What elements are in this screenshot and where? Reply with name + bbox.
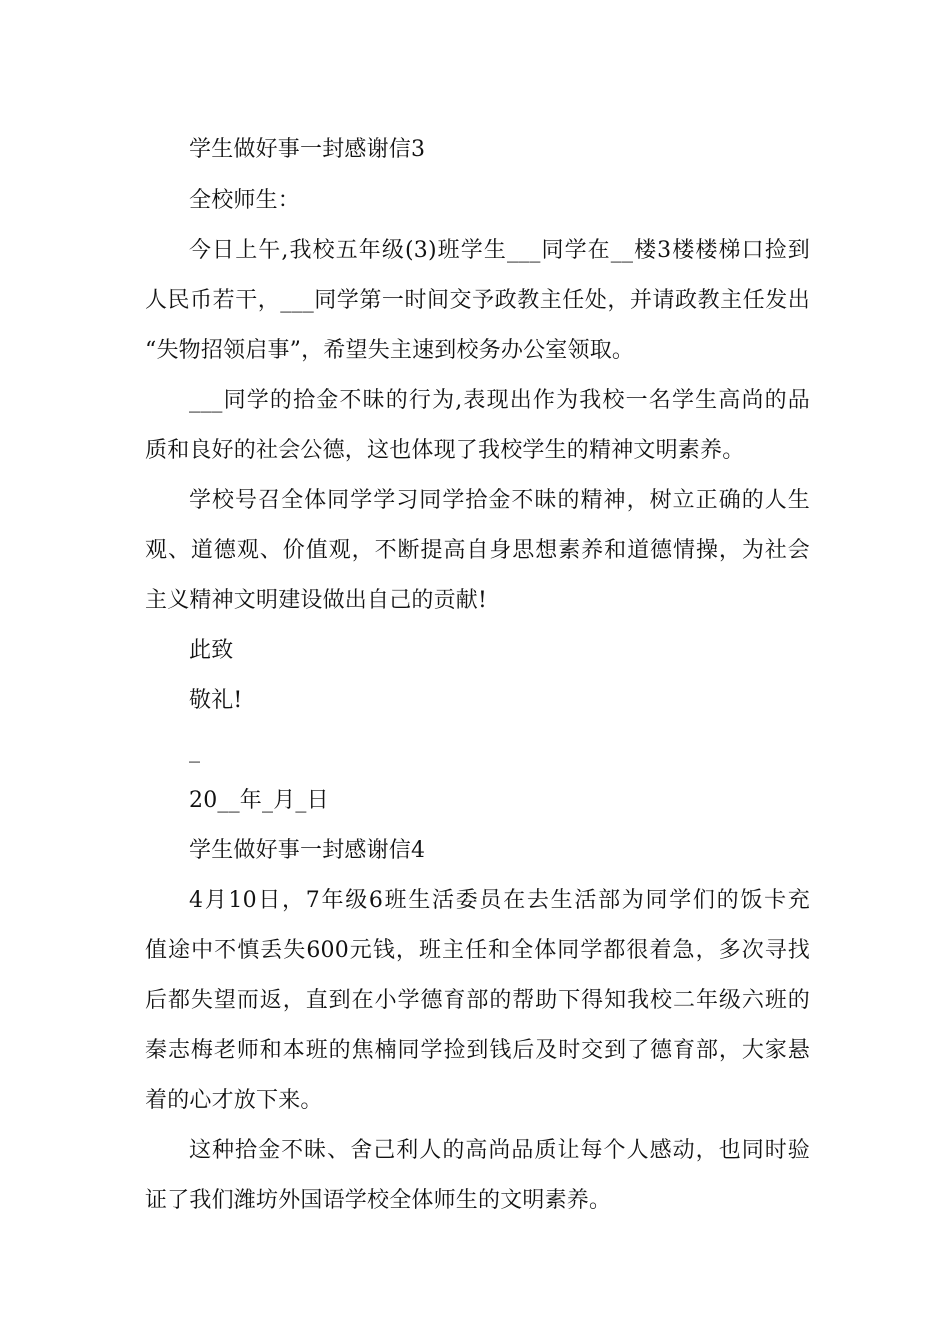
letter3-closing-cizhi: 此致 xyxy=(189,638,234,663)
letter3-signature: _ xyxy=(189,738,201,763)
letter3-salutation: 全校师生： xyxy=(189,188,301,213)
letter3-p2-line2: 质和良好的社会公德，这也体现了我校学生的精神文明素养。 xyxy=(145,438,745,463)
letter3-p3-line2: 观、道德观、价值观，不断提高自身思想素养和道德情操，为社会 xyxy=(145,538,810,563)
letter4-p1-line1: 4月10日，7年级6班生活委员在去生活部为同学们的饭卡充 xyxy=(189,888,810,913)
letter4-title: 学生做好事一封感谢信4 xyxy=(189,838,426,863)
letter4-p1-line3: 后都失望而返，直到在小学德育部的帮助下得知我校二年级六班的 xyxy=(145,988,810,1013)
letter3-p1-line3: “失物招领启事”，希望失主速到校务办公室领取。 xyxy=(145,338,635,363)
letter4-p1-line5: 着的心才放下来。 xyxy=(145,1088,323,1113)
letter4-p2-line2: 证了我们潍坊外国语学校全体师生的文明素养。 xyxy=(145,1188,612,1213)
letter3-p1-line2: 人民币若干，___同学第一时间交予政教主任处，并请政教主任发出 xyxy=(145,288,810,313)
letter3-p1-line1: 今日上午,我校五年级(3)班学生___同学在__楼3楼楼梯口捡到 xyxy=(189,238,810,263)
letter4-p1-line4: 秦志梅老师和本班的焦楠同学捡到钱后及时交到了德育部，大家悬 xyxy=(145,1038,810,1063)
letter3-closing-jingli: 敬礼! xyxy=(189,688,243,713)
letter3-p3-line1: 学校号召全体同学学习同学拾金不昧的精神，树立正确的人生 xyxy=(189,488,810,513)
letter3-title: 学生做好事一封感谢信3 xyxy=(189,137,426,162)
letter3-date: 20__年_月_日 xyxy=(189,788,329,813)
letter4-p1-line2: 值途中不慎丢失600元钱，班主任和全体同学都很着急，多次寻找 xyxy=(145,938,810,963)
letter3-p2-line1: ___同学的拾金不昧的行为,表现出作为我校一名学生高尚的品 xyxy=(189,388,810,413)
letter4-p2-line1: 这种拾金不昧、舍己利人的高尚品质让每个人感动，也同时验 xyxy=(189,1138,810,1163)
letter3-p3-line3: 主义精神文明建设做出自己的贡献! xyxy=(145,588,488,613)
